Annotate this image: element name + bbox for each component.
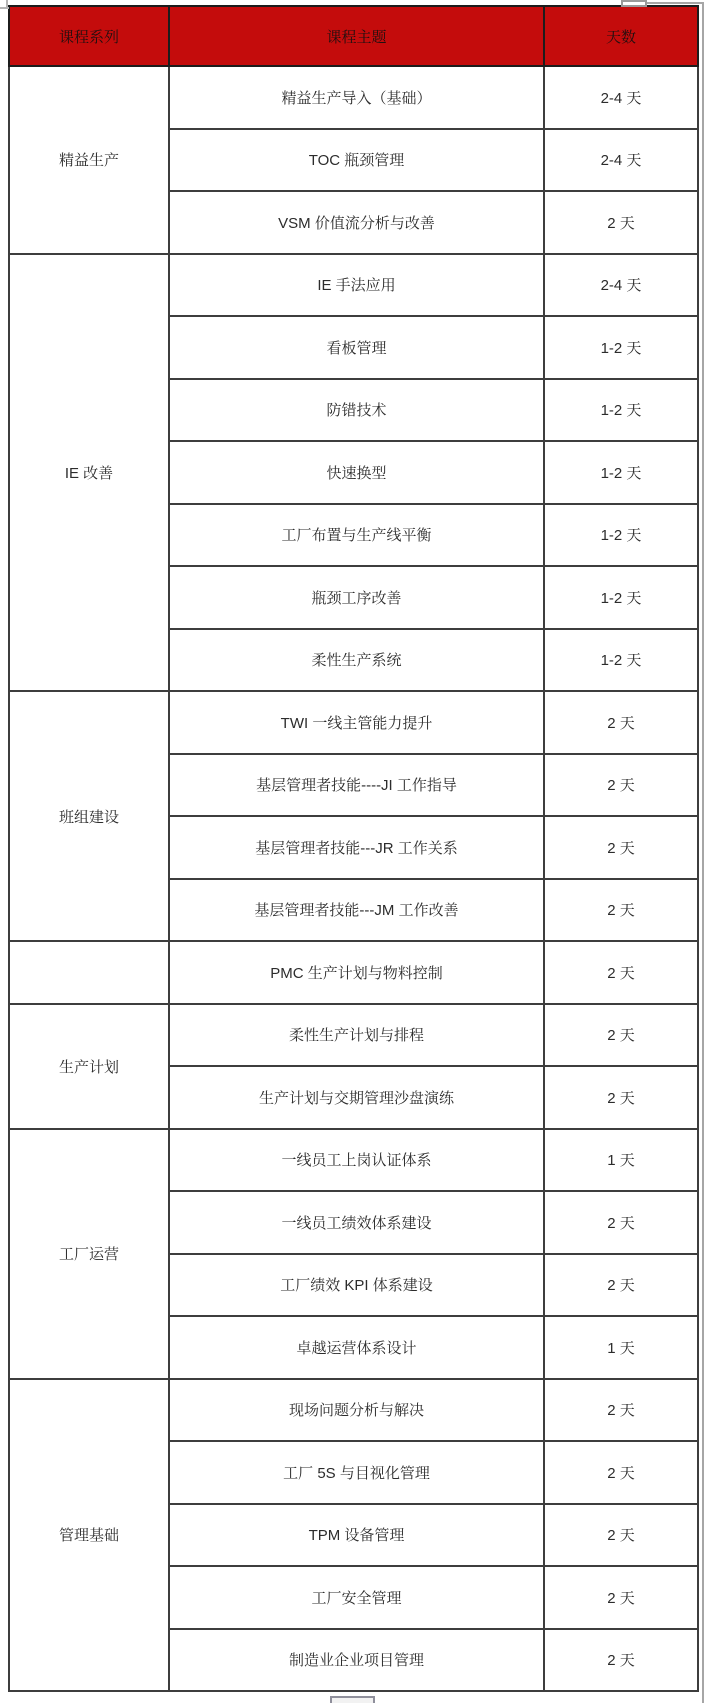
- topic-cell: 精益生产导入（基础）: [169, 66, 544, 129]
- header-course-series: 课程系列: [9, 6, 169, 66]
- days-cell: 2 天: [544, 191, 698, 254]
- topic-cell: 生产计划与交期管理沙盘演练: [169, 1066, 544, 1129]
- days-cell: 2 天: [544, 1504, 698, 1567]
- topic-cell: 工厂 5S 与目视化管理: [169, 1441, 544, 1504]
- page-edge-line-right: [702, 2, 704, 1703]
- days-cell: 1-2 天: [544, 504, 698, 567]
- days-cell: 2 天: [544, 1004, 698, 1067]
- days-cell: 2 天: [544, 1066, 698, 1129]
- days-cell: 1-2 天: [544, 629, 698, 692]
- table-row: [9, 941, 698, 1004]
- topic-cell: TWI 一线主管能力提升: [169, 691, 544, 754]
- series-cell: IE 改善: [9, 254, 169, 692]
- series-cell: 工厂运营: [9, 1129, 169, 1379]
- page-corner-mark-vertical: [6, 0, 8, 9]
- topic-cell: VSM 价值流分析与改善: [169, 191, 544, 254]
- series-cell: 班组建设: [9, 691, 169, 941]
- days-cell: 1-2 天: [544, 379, 698, 442]
- days-cell: 1-2 天: [544, 566, 698, 629]
- days-cell: 2 天: [544, 879, 698, 942]
- days-cell: 2-4 天: [544, 129, 698, 192]
- days-cell: 2 天: [544, 1566, 698, 1629]
- topic-cell: 一线员工绩效体系建设: [169, 1191, 544, 1254]
- table-row: [9, 691, 698, 754]
- topic-cell: 卓越运营体系设计: [169, 1316, 544, 1379]
- table-resize-handle: [330, 1696, 375, 1703]
- topic-cell: 柔性生产系统: [169, 629, 544, 692]
- days-cell: 1 天: [544, 1129, 698, 1192]
- topic-cell: 看板管理: [169, 316, 544, 379]
- topic-cell: 柔性生产计划与排程: [169, 1004, 544, 1067]
- series-cell-empty: [9, 941, 169, 1004]
- topic-cell: 防错技术: [169, 379, 544, 442]
- days-cell: 2 天: [544, 1379, 698, 1442]
- days-cell: 2-4 天: [544, 254, 698, 317]
- days-cell: 2 天: [544, 1441, 698, 1504]
- table-row: [9, 254, 698, 317]
- days-cell: 2 天: [544, 1629, 698, 1692]
- topic-cell: PMC 生产计划与物料控制: [169, 941, 544, 1004]
- days-cell: 2 天: [544, 941, 698, 1004]
- days-cell: 2 天: [544, 754, 698, 817]
- topic-cell: 基层管理者技能---JR 工作关系: [169, 816, 544, 879]
- course-schedule-table: [8, 5, 699, 1692]
- topic-cell: TPM 设备管理: [169, 1504, 544, 1567]
- table-row: [9, 66, 698, 129]
- series-cell: 管理基础: [9, 1379, 169, 1692]
- topic-cell: 工厂绩效 KPI 体系建设: [169, 1254, 544, 1317]
- topic-cell: 瓶颈工序改善: [169, 566, 544, 629]
- topic-cell: 一线员工上岗认证体系: [169, 1129, 544, 1192]
- days-cell: 1-2 天: [544, 441, 698, 504]
- header-row: [9, 6, 698, 66]
- table-header: [9, 6, 698, 66]
- days-cell: 2 天: [544, 1254, 698, 1317]
- days-cell: 1-2 天: [544, 316, 698, 379]
- topic-cell: 工厂布置与生产线平衡: [169, 504, 544, 567]
- days-cell: 2 天: [544, 1191, 698, 1254]
- topic-cell: 工厂安全管理: [169, 1566, 544, 1629]
- series-cell: 生产计划: [9, 1004, 169, 1129]
- days-cell: 1 天: [544, 1316, 698, 1379]
- topic-cell: 现场问题分析与解决: [169, 1379, 544, 1442]
- table-row: [9, 1379, 698, 1442]
- table-row: [9, 1129, 698, 1192]
- page-corner-tab: [621, 0, 647, 7]
- topic-cell: 制造业企业项目管理: [169, 1629, 544, 1692]
- table-row: [9, 1004, 698, 1067]
- days-cell: 2-4 天: [544, 66, 698, 129]
- series-cell: 精益生产: [9, 66, 169, 254]
- days-cell: 2 天: [544, 691, 698, 754]
- topic-cell: 基层管理者技能---JM 工作改善: [169, 879, 544, 942]
- days-cell: 2 天: [544, 816, 698, 879]
- topic-cell: 快速换型: [169, 441, 544, 504]
- header-days: 天数: [544, 6, 698, 66]
- header-course-topic: 课程主题: [169, 6, 544, 66]
- topic-cell: IE 手法应用: [169, 254, 544, 317]
- topic-cell: 基层管理者技能----JI 工作指导: [169, 754, 544, 817]
- topic-cell: TOC 瓶颈管理: [169, 129, 544, 192]
